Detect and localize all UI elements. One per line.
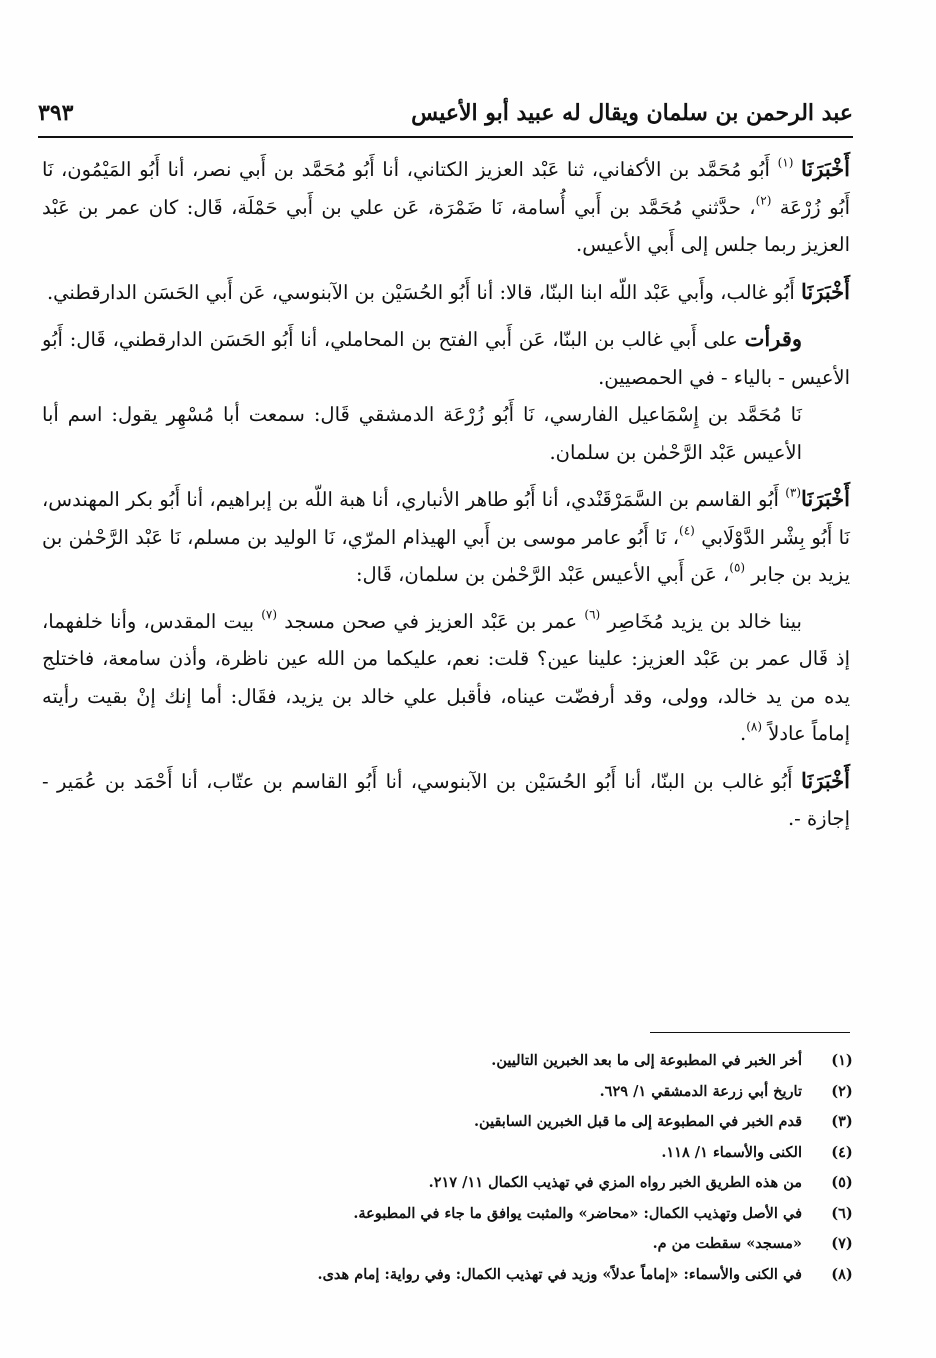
- lead-word: أَخْبَرَنَا: [801, 156, 850, 181]
- text-run: [793, 158, 801, 181]
- footnote: [42, 1077, 862, 1108]
- paragraph-1: [42, 150, 850, 264]
- paragraph-7: [42, 762, 850, 838]
- text-run: .: [739, 722, 747, 745]
- footnote-text: تاريخ أبي زرعة الدمشقي ١/ ٦٢٩.: [599, 1082, 802, 1100]
- text-run: بينا خالد بن يزيد مُخَاصِر: [600, 609, 802, 633]
- footnotes: [42, 1046, 862, 1290]
- main-text: [42, 150, 850, 847]
- text-run: نَا مُحَمَّد بن إِسْمَاعيل الفارسي، نَا أَبُو زُرْعَة الدمشقي قَال: سمعت أبا مُسْهِر يقول: اسم أبا الأعيس عَبْد الرَّحْمٰن بن سلمان.: [42, 403, 802, 464]
- footnote-number: (٤): [831, 1143, 853, 1161]
- running-title: عبد الرحمن بن سلمان ويقال له عبيد أبو الأعيس: [411, 100, 853, 126]
- text-run: أَبُو غالب، وأَبي عَبْد اللّه ابنا البنّا، قالا: أنا أَبُو الحُسَيْن بن الآبنوسي، عَن أَبي الحَسَن الدارقطني.: [46, 280, 802, 304]
- text-run: ، حدَّثني مُحَمَّد بن أَبي أُسامة، نَا ضَمْرَة، عَن علي بن أَبي حَمْلَة، قَال: كان عمر بن عَبْد العزيز ربما جلس إلى أَبي الأعيس.: [42, 195, 850, 256]
- lead-word: وقرأت: [744, 326, 802, 351]
- page-header: [38, 96, 853, 138]
- footnote: [42, 1107, 862, 1138]
- paragraph-4: [42, 396, 850, 471]
- lead-word: أَخْبَرَنَا: [801, 486, 850, 511]
- footnote-text: الكنى والأسماء ١/ ١١٨.: [661, 1143, 802, 1161]
- footnote-number: (١): [831, 1052, 853, 1069]
- text-run: أَبُو مُحَمَّد بن الأكفاني، ثنا عَبْد العزيز الكتاني، أنا أَبُو مُحَمَّد بن أَبي نصر، أنا أَبُو المَيْمُون، نَا أَبُو زُرْعَة: [42, 158, 850, 219]
- footnote-text: في الكنى والأسماء: «إماماً عدلاً» وزيد في تهذيب الكمال: وفي رواية: إمام هدى.: [317, 1265, 802, 1283]
- paragraph-6: [42, 603, 850, 753]
- footnote-number: (٦): [831, 1204, 853, 1222]
- footnote-text: قدم الخبر في المطبوعة إلى ما قبل الخبرين السابقين.: [473, 1113, 802, 1130]
- paragraph-2: [42, 273, 850, 312]
- page-number: ٣٩٣: [38, 100, 74, 126]
- footnote: [42, 1168, 862, 1199]
- footnote-ref: (٧): [261, 606, 278, 621]
- footnote: [42, 1138, 862, 1169]
- footnote-number: (٣): [831, 1113, 853, 1130]
- footnote-text: من هذه الطريق الخبر رواه المزي في تهذيب الكمال ١١/ ٢١٧.: [428, 1174, 802, 1191]
- text-run: بيت المقدس، وأنا خلفهما، إذ قَال عمر بن عَبْد العزيز: علينا عين؟ قلت: نعم، عليكما من الله عين ناظرة، وأذن سامعة، فاختلج يده من يد خالد، وولى، وقد أرفضّت عيناه، فأقبل علي خالد بن يزيد، فقَال: أما إنك إنْ بقيت رأيته إماماً عادلاً: [42, 609, 850, 745]
- footnote: [42, 1199, 862, 1230]
- footnote: [42, 1229, 862, 1260]
- footnote-ref: (٣): [785, 485, 802, 500]
- footnote-ref: (١): [777, 155, 794, 170]
- text-run: أَبُو القاسم بن السَّمَرْقَنْدي، أنا أَبُو طاهر الأنباري، أنا هبة اللّه بن إبراهيم، أنا أَبُو بكر المهندس، نَا أَبُو بِشْر الدَّوْلَابي: [42, 488, 850, 549]
- footnote-number: (٢): [831, 1082, 853, 1100]
- paragraph-3: [42, 320, 850, 396]
- footnote-text: في الأصل وتهذيب الكمال: «محاضر» والمثبت يوافق ما جاء في المطبوعة.: [353, 1204, 802, 1222]
- footnote-ref: (٥): [729, 560, 746, 575]
- text-run: عمر بن عَبْد العزيز في صحن مسجد: [277, 609, 585, 633]
- footnote-text: أخر الخبر في المطبوعة إلى ما بعد الخبرين التاليين.: [491, 1052, 802, 1069]
- footnote-ref: (٤): [679, 522, 695, 537]
- footnote-number: (٧): [831, 1235, 853, 1252]
- footnote-ref: (٨): [746, 719, 763, 734]
- lead-word: أَخْبَرَنَا: [801, 278, 850, 304]
- text-run: ، نَا أَبُو عامر موسى بن أَبي الهيذام المرّي، نَا الوليد بن مسلم، نَا عَبْد الرَّحْمٰن بن يزيد بن جابر: [42, 525, 850, 586]
- footnote: [42, 1046, 862, 1077]
- paragraph-5: [42, 480, 850, 594]
- footnote: [42, 1260, 862, 1291]
- text-run: ، عَن أَبي الأعيس عَبْد الرَّحْمٰن بن سلمان، قَال:: [355, 563, 730, 586]
- footnote-separator: [650, 1032, 850, 1033]
- footnote-ref: (٦): [584, 606, 601, 621]
- text-run: أَبُو غالب بن البنّا، أنا أَبُو الحُسَيْن بن الآبنوسي، أنا أَبُو القاسم بن عتّاب، أنا أَحْمَد بن عُمَير - إجازة -.: [42, 769, 850, 830]
- lead-word: أَخْبَرَنَا: [801, 767, 850, 793]
- footnote-number: (٥): [831, 1174, 853, 1191]
- footnote-number: (٨): [831, 1265, 853, 1283]
- footnote-ref: (٢): [755, 192, 772, 207]
- footnote-text: «مسجد» سقطت من م.: [652, 1235, 802, 1252]
- text-run: على أَبي غالب بن البنّا، عَن أَبي الفتح بن المحاملي، أنا أَبُو الحَسَن الدارقطني، قَال: أَبُو الأعيس - بالياء - في الحمصيين.: [42, 328, 850, 389]
